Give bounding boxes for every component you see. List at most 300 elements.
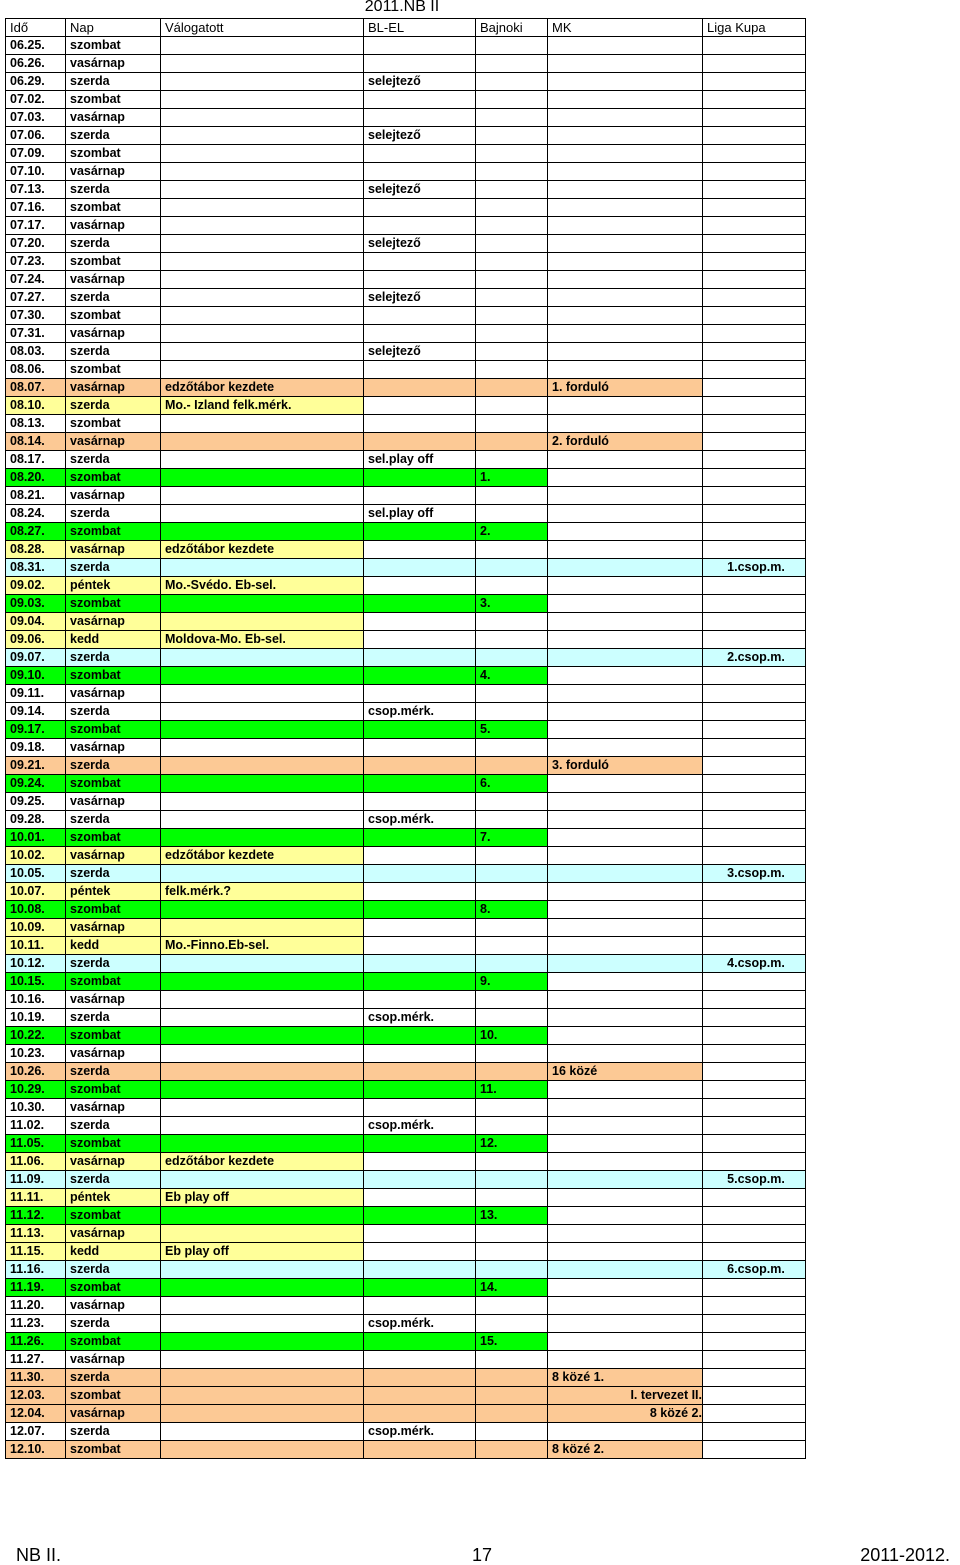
day-cell: szombat (66, 1027, 161, 1045)
header-valogatott: Válogatott (161, 19, 364, 37)
liga-kupa-cell (703, 703, 806, 721)
valogatott-cell (161, 919, 364, 937)
mk-cell (548, 919, 703, 937)
header-nap: Nap (66, 19, 161, 37)
valogatott-cell (161, 433, 364, 451)
date-cell: 10.05. (6, 865, 66, 883)
day-cell: szerda (66, 703, 161, 721)
mk-cell (548, 397, 703, 415)
date-cell: 08.10. (6, 397, 66, 415)
mk-cell: 8 közé 2. (548, 1405, 703, 1423)
bajnoki-cell (476, 613, 548, 631)
table-row (6, 901, 806, 919)
mk-cell: 8 közé 2. (548, 1441, 703, 1459)
valogatott-cell (161, 181, 364, 199)
date-cell: 12.03. (6, 1387, 66, 1405)
table-row (6, 73, 806, 91)
mk-cell (548, 1423, 703, 1441)
mk-cell (548, 55, 703, 73)
valogatott-cell (161, 991, 364, 1009)
mk-cell (548, 703, 703, 721)
day-cell: vasárnap (66, 487, 161, 505)
bajnoki-cell (476, 1117, 548, 1135)
day-cell: vasárnap (66, 1405, 161, 1423)
bl-el-cell (364, 595, 476, 613)
bl-el-cell (364, 523, 476, 541)
table-row (6, 865, 806, 883)
mk-cell (548, 469, 703, 487)
date-cell: 11.23. (6, 1315, 66, 1333)
table-row (6, 433, 806, 451)
table-row (6, 1081, 806, 1099)
bl-el-cell (364, 469, 476, 487)
mk-cell (548, 1135, 703, 1153)
date-cell: 11.30. (6, 1369, 66, 1387)
valogatott-cell: Mo.- Izland felk.mérk. (161, 397, 364, 415)
day-cell: vasárnap (66, 163, 161, 181)
table-row (6, 1261, 806, 1279)
date-cell: 08.21. (6, 487, 66, 505)
date-cell: 08.24. (6, 505, 66, 523)
date-cell: 10.26. (6, 1063, 66, 1081)
day-cell: vasárnap (66, 1045, 161, 1063)
mk-cell (548, 901, 703, 919)
bl-el-cell: csop.mérk. (364, 703, 476, 721)
bajnoki-cell (476, 577, 548, 595)
bajnoki-cell (476, 253, 548, 271)
bajnoki-cell: 7. (476, 829, 548, 847)
bl-el-cell (364, 901, 476, 919)
valogatott-cell: Mo.-Finno.Eb-sel. (161, 937, 364, 955)
bl-el-cell (364, 1351, 476, 1369)
day-cell: szombat (66, 1207, 161, 1225)
liga-kupa-cell (703, 1027, 806, 1045)
day-cell: vasárnap (66, 1225, 161, 1243)
liga-kupa-cell (703, 775, 806, 793)
date-cell: 12.04. (6, 1405, 66, 1423)
date-cell: 11.02. (6, 1117, 66, 1135)
bl-el-cell (364, 577, 476, 595)
day-cell: szerda (66, 73, 161, 91)
valogatott-cell (161, 37, 364, 55)
mk-cell (548, 235, 703, 253)
date-cell: 09.11. (6, 685, 66, 703)
bl-el-cell (364, 829, 476, 847)
mk-cell (548, 1009, 703, 1027)
day-cell: szerda (66, 505, 161, 523)
bajnoki-cell (476, 325, 548, 343)
bl-el-cell (364, 109, 476, 127)
date-cell: 11.20. (6, 1297, 66, 1315)
table-row (6, 1369, 806, 1387)
valogatott-cell (161, 91, 364, 109)
day-cell: szombat (66, 721, 161, 739)
table-row (6, 1099, 806, 1117)
liga-kupa-cell: 1.csop.m. (703, 559, 806, 577)
bajnoki-cell (476, 1153, 548, 1171)
day-cell: kedd (66, 937, 161, 955)
day-cell: szombat (66, 91, 161, 109)
date-cell: 07.13. (6, 181, 66, 199)
day-cell: szerda (66, 1171, 161, 1189)
valogatott-cell (161, 1279, 364, 1297)
bajnoki-cell (476, 1315, 548, 1333)
table-row (6, 937, 806, 955)
table-row (6, 793, 806, 811)
bl-el-cell (364, 1369, 476, 1387)
date-cell: 11.11. (6, 1189, 66, 1207)
day-cell: szombat (66, 253, 161, 271)
bl-el-cell (364, 397, 476, 415)
valogatott-cell (161, 1027, 364, 1045)
mk-cell (548, 37, 703, 55)
liga-kupa-cell (703, 433, 806, 451)
table-row (6, 703, 806, 721)
liga-kupa-cell (703, 919, 806, 937)
mk-cell (548, 1117, 703, 1135)
date-cell: 10.09. (6, 919, 66, 937)
table-row (6, 415, 806, 433)
table-row (6, 757, 806, 775)
liga-kupa-cell (703, 37, 806, 55)
bajnoki-cell (476, 739, 548, 757)
date-cell: 10.19. (6, 1009, 66, 1027)
liga-kupa-cell (703, 685, 806, 703)
mk-cell: 3. forduló (548, 757, 703, 775)
table-row (6, 217, 806, 235)
table-row (6, 739, 806, 757)
liga-kupa-cell (703, 1135, 806, 1153)
liga-kupa-cell (703, 181, 806, 199)
date-cell: 08.03. (6, 343, 66, 361)
table-row (6, 343, 806, 361)
mk-cell (548, 1189, 703, 1207)
valogatott-cell (161, 325, 364, 343)
mk-cell (548, 631, 703, 649)
day-cell: szerda (66, 1315, 161, 1333)
table-row (6, 325, 806, 343)
bajnoki-cell (476, 1423, 548, 1441)
bajnoki-cell (476, 145, 548, 163)
liga-kupa-cell (703, 1081, 806, 1099)
table-row (6, 1351, 806, 1369)
date-cell: 09.28. (6, 811, 66, 829)
bl-el-cell (364, 91, 476, 109)
valogatott-cell (161, 217, 364, 235)
liga-kupa-cell (703, 91, 806, 109)
bl-el-cell: selejtező (364, 289, 476, 307)
mk-cell (548, 541, 703, 559)
bajnoki-cell: 13. (476, 1207, 548, 1225)
bl-el-cell (364, 1333, 476, 1351)
mk-cell (548, 1279, 703, 1297)
liga-kupa-cell: 6.csop.m. (703, 1261, 806, 1279)
bl-el-cell: selejtező (364, 73, 476, 91)
date-cell: 09.18. (6, 739, 66, 757)
bajnoki-cell (476, 181, 548, 199)
day-cell: vasárnap (66, 379, 161, 397)
mk-cell (548, 739, 703, 757)
mk-cell (548, 1333, 703, 1351)
valogatott-cell (161, 559, 364, 577)
table-row (6, 271, 806, 289)
date-cell: 09.02. (6, 577, 66, 595)
day-cell: szombat (66, 415, 161, 433)
valogatott-cell (161, 505, 364, 523)
bajnoki-cell (476, 73, 548, 91)
valogatott-cell (161, 1297, 364, 1315)
mk-cell (548, 253, 703, 271)
liga-kupa-cell (703, 1387, 806, 1405)
valogatott-cell (161, 1423, 364, 1441)
bajnoki-cell (476, 649, 548, 667)
liga-kupa-cell (703, 217, 806, 235)
liga-kupa-cell (703, 1063, 806, 1081)
valogatott-cell (161, 73, 364, 91)
liga-kupa-cell (703, 577, 806, 595)
bajnoki-cell (476, 793, 548, 811)
table-row (6, 973, 806, 991)
day-cell: vasárnap (66, 613, 161, 631)
day-cell: vasárnap (66, 1351, 161, 1369)
day-cell: péntek (66, 1189, 161, 1207)
table-row (6, 541, 806, 559)
liga-kupa-cell (703, 901, 806, 919)
header-bl-el: BL-EL (364, 19, 476, 37)
bl-el-cell: sel.play off (364, 451, 476, 469)
date-cell: 06.26. (6, 55, 66, 73)
bl-el-cell (364, 667, 476, 685)
liga-kupa-cell (703, 361, 806, 379)
day-cell: vasárnap (66, 793, 161, 811)
date-cell: 09.10. (6, 667, 66, 685)
bl-el-cell (364, 991, 476, 1009)
valogatott-cell (161, 55, 364, 73)
bl-el-cell (364, 217, 476, 235)
date-cell: 11.27. (6, 1351, 66, 1369)
footer-right: 2011-2012. (860, 1545, 950, 1565)
bajnoki-cell (476, 433, 548, 451)
day-cell: szerda (66, 1423, 161, 1441)
liga-kupa-cell (703, 1297, 806, 1315)
valogatott-cell (161, 1135, 364, 1153)
bl-el-cell (364, 937, 476, 955)
date-cell: 08.31. (6, 559, 66, 577)
bl-el-cell: csop.mérk. (364, 1117, 476, 1135)
mk-cell (548, 343, 703, 361)
table-row (6, 181, 806, 199)
liga-kupa-cell (703, 757, 806, 775)
bl-el-cell (364, 1243, 476, 1261)
day-cell: szerda (66, 559, 161, 577)
bajnoki-cell (476, 37, 548, 55)
valogatott-cell (161, 829, 364, 847)
valogatott-cell (161, 109, 364, 127)
day-cell: péntek (66, 883, 161, 901)
bl-el-cell (364, 1279, 476, 1297)
mk-cell (548, 667, 703, 685)
valogatott-cell (161, 793, 364, 811)
table-row (6, 469, 806, 487)
bajnoki-cell (476, 937, 548, 955)
table-row (6, 361, 806, 379)
table-row (6, 775, 806, 793)
table-row (6, 721, 806, 739)
liga-kupa-cell (703, 1189, 806, 1207)
valogatott-cell (161, 1405, 364, 1423)
mk-cell (548, 973, 703, 991)
date-cell: 09.17. (6, 721, 66, 739)
liga-kupa-cell (703, 631, 806, 649)
table-row (6, 523, 806, 541)
date-cell: 11.09. (6, 1171, 66, 1189)
bl-el-cell: csop.mérk. (364, 811, 476, 829)
liga-kupa-cell (703, 721, 806, 739)
valogatott-cell (161, 901, 364, 919)
table-row (6, 631, 806, 649)
date-cell: 07.02. (6, 91, 66, 109)
valogatott-cell: edzőtábor kezdete (161, 847, 364, 865)
valogatott-cell (161, 757, 364, 775)
day-cell: szerda (66, 451, 161, 469)
bajnoki-cell (476, 811, 548, 829)
bajnoki-cell (476, 883, 548, 901)
date-cell: 07.09. (6, 145, 66, 163)
valogatott-cell (161, 415, 364, 433)
day-cell: szombat (66, 901, 161, 919)
bajnoki-cell (476, 541, 548, 559)
day-cell: szombat (66, 1333, 161, 1351)
table-row (6, 307, 806, 325)
bajnoki-cell (476, 847, 548, 865)
table-row (6, 145, 806, 163)
mk-cell (548, 937, 703, 955)
bajnoki-cell (476, 1063, 548, 1081)
mk-cell (548, 289, 703, 307)
valogatott-cell: Mo.-Svédo. Eb-sel. (161, 577, 364, 595)
date-cell: 07.16. (6, 199, 66, 217)
mk-cell (548, 1261, 703, 1279)
header-ido: Idő (6, 19, 66, 37)
valogatott-cell (161, 523, 364, 541)
liga-kupa-cell (703, 487, 806, 505)
mk-cell (548, 721, 703, 739)
valogatott-cell (161, 307, 364, 325)
bl-el-cell (364, 883, 476, 901)
liga-kupa-cell (703, 1117, 806, 1135)
valogatott-cell (161, 361, 364, 379)
table-row (6, 811, 806, 829)
valogatott-cell (161, 1171, 364, 1189)
date-cell: 07.23. (6, 253, 66, 271)
day-cell: szerda (66, 343, 161, 361)
bl-el-cell (364, 37, 476, 55)
date-cell: 09.14. (6, 703, 66, 721)
bajnoki-cell (476, 1441, 548, 1459)
date-cell: 10.15. (6, 973, 66, 991)
bajnoki-cell (476, 1099, 548, 1117)
table-row (6, 1441, 806, 1459)
date-cell: 10.12. (6, 955, 66, 973)
bl-el-cell (364, 1225, 476, 1243)
valogatott-cell (161, 649, 364, 667)
bl-el-cell (364, 415, 476, 433)
day-cell: szerda (66, 1009, 161, 1027)
liga-kupa-cell (703, 1405, 806, 1423)
date-cell: 12.07. (6, 1423, 66, 1441)
date-cell: 08.14. (6, 433, 66, 451)
mk-cell: I. tervezet II. (548, 1387, 703, 1405)
valogatott-cell (161, 1045, 364, 1063)
mk-cell (548, 829, 703, 847)
table-row (6, 919, 806, 937)
day-cell: szerda (66, 1369, 161, 1387)
day-cell: vasárnap (66, 271, 161, 289)
mk-cell (548, 523, 703, 541)
bajnoki-cell: 1. (476, 469, 548, 487)
bajnoki-cell (476, 343, 548, 361)
table-row (6, 109, 806, 127)
table-row (6, 37, 806, 55)
valogatott-cell: Eb play off (161, 1243, 364, 1261)
date-cell: 10.30. (6, 1099, 66, 1117)
bl-el-cell (364, 1189, 476, 1207)
day-cell: szombat (66, 469, 161, 487)
day-cell: szombat (66, 199, 161, 217)
valogatott-cell (161, 1351, 364, 1369)
date-cell: 11.05. (6, 1135, 66, 1153)
day-cell: szombat (66, 1279, 161, 1297)
day-cell: szerda (66, 757, 161, 775)
valogatott-cell (161, 1009, 364, 1027)
bajnoki-cell (476, 1189, 548, 1207)
day-cell: szombat (66, 37, 161, 55)
date-cell: 08.20. (6, 469, 66, 487)
liga-kupa-cell (703, 541, 806, 559)
table-row (6, 829, 806, 847)
bl-el-cell (364, 739, 476, 757)
date-cell: 11.26. (6, 1333, 66, 1351)
table-row (6, 91, 806, 109)
bajnoki-cell (476, 1405, 548, 1423)
bajnoki-cell (476, 1351, 548, 1369)
bajnoki-cell (476, 703, 548, 721)
bajnoki-cell (476, 289, 548, 307)
mk-cell (548, 847, 703, 865)
date-cell: 09.21. (6, 757, 66, 775)
table-row (6, 1243, 806, 1261)
mk-cell (548, 109, 703, 127)
date-cell: 09.25. (6, 793, 66, 811)
valogatott-cell (161, 811, 364, 829)
date-cell: 10.08. (6, 901, 66, 919)
date-cell: 09.06. (6, 631, 66, 649)
day-cell: kedd (66, 1243, 161, 1261)
valogatott-cell (161, 235, 364, 253)
table-row (6, 1045, 806, 1063)
bl-el-cell (364, 685, 476, 703)
table-row (6, 1333, 806, 1351)
liga-kupa-cell (703, 325, 806, 343)
table-row (6, 1171, 806, 1189)
date-cell: 06.25. (6, 37, 66, 55)
bajnoki-cell (476, 1171, 548, 1189)
date-cell: 10.29. (6, 1081, 66, 1099)
valogatott-cell (161, 1315, 364, 1333)
bl-el-cell (364, 757, 476, 775)
bl-el-cell: csop.mérk. (364, 1315, 476, 1333)
valogatott-cell (161, 163, 364, 181)
